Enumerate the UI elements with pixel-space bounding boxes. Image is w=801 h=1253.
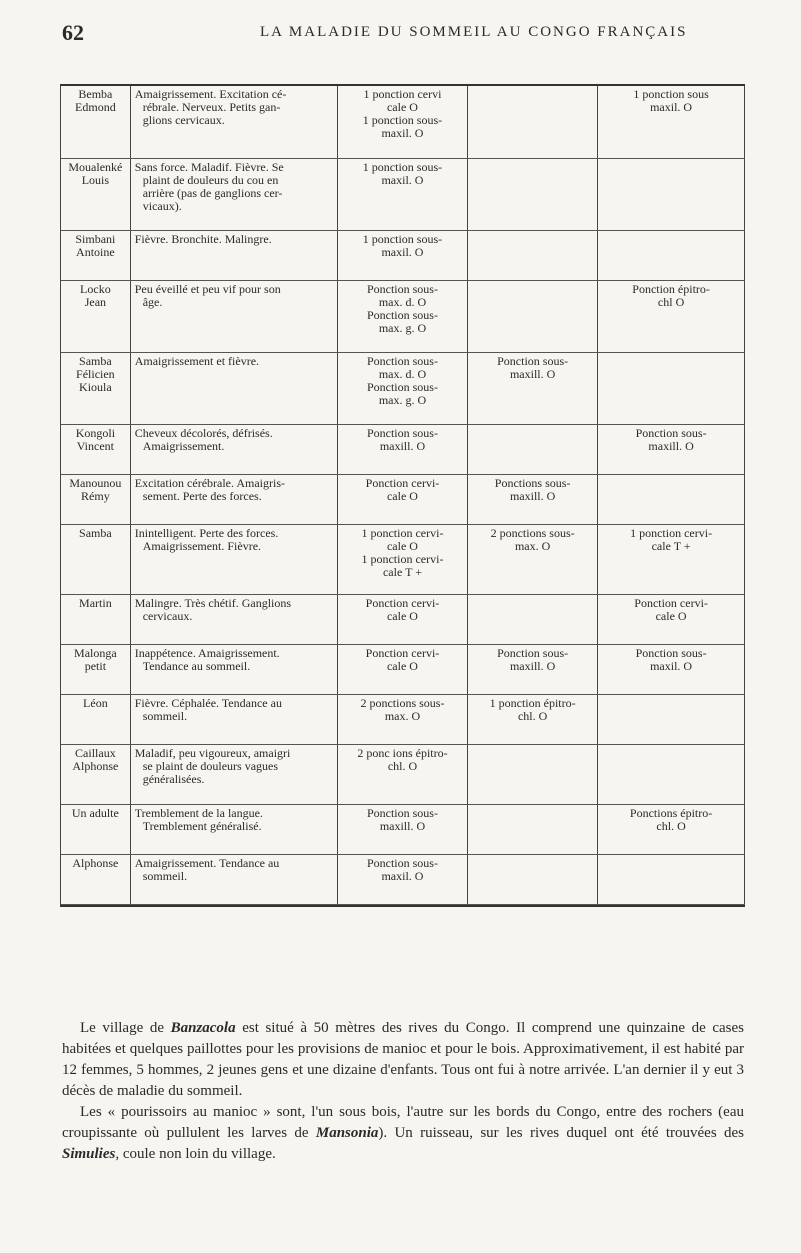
text-span: ). Un ruisseau, sur les rives duquel ont été trouvées des [378, 1125, 744, 1141]
cell-line: max. d. O [378, 366, 427, 381]
symptoms-cell [130, 230, 337, 280]
cell-line: Ponction sous- [366, 353, 438, 368]
village-name: Banzacola [170, 1020, 236, 1036]
symptoms-cell [130, 158, 337, 230]
cell-line: Cheveux décolorés, défrisés. [134, 425, 273, 440]
cell-line: Samba [79, 353, 112, 368]
cell-line: max. O [514, 538, 551, 553]
cell-line: Vincent [76, 438, 114, 453]
cell-line: 1 ponction sous- [362, 231, 443, 246]
exam-cell-2 [468, 352, 598, 424]
cell-line: Ponction sous- [497, 645, 569, 660]
exam-cell-2 [468, 158, 598, 230]
cell-line: Ponction sous- [635, 645, 707, 660]
page-number: 62 [62, 20, 84, 45]
exam-cell-1 [337, 744, 467, 804]
exam-cell-3 [598, 474, 745, 524]
cell-line: sommeil. [142, 868, 188, 883]
exam-cell-2 [468, 230, 598, 280]
cell-line: Maladif, peu vigoureux, amaigri [134, 745, 291, 760]
cell-line: sommeil. [142, 708, 188, 723]
cell-line: Sans force. Maladif. Fièvre. Se [134, 159, 284, 174]
cell-line: Malingre. Très chétif. Ganglions [134, 595, 292, 610]
cell-line: Manounou [69, 475, 122, 490]
cell-line: cale O [386, 538, 418, 553]
exam-cell-1 [337, 694, 467, 744]
table-row [61, 424, 745, 474]
cell-line: maxill. O [648, 438, 694, 453]
table-row [61, 280, 745, 352]
exam-cell-3 [598, 804, 745, 854]
cell-line: chl. O [656, 818, 686, 833]
text-span: , coule non loin du village. [115, 1146, 276, 1162]
patient-name-cell [61, 594, 130, 644]
exam-cell-3 [598, 280, 745, 352]
exam-cell-3 [598, 352, 745, 424]
table-body [61, 86, 745, 904]
running-title: LA MALADIE DU SOMMEIL AU CONGO FRANÇAIS [260, 24, 688, 40]
exam-cell-1 [337, 644, 467, 694]
cell-line: glions cervicaux. [142, 113, 225, 127]
cell-line: max. g. O [378, 392, 427, 407]
cell-line: maxil. O [381, 868, 424, 883]
cell-line: 1 ponction cervi- [361, 525, 444, 540]
cell-line: 1 ponction cervi- [630, 525, 713, 540]
genus-simulies: Simulies [62, 1146, 116, 1162]
symptoms-cell [130, 86, 337, 158]
table-row [61, 352, 745, 424]
cell-line: se plaint de douleurs vagues [142, 758, 279, 773]
text-span: Les « pourissoirs au manioc » sont, l'un sous bois, l'autre sur les bords du Congo, entre des rochers (eau croupissante où pullulent les larves de [62, 1104, 744, 1141]
patient-name-cell [61, 158, 130, 230]
cell-line: Louis [81, 172, 110, 187]
symptoms-cell [130, 694, 337, 744]
cell-line: 1 ponction sous- [362, 113, 443, 127]
cell-line: Ponction sous- [497, 353, 569, 368]
cell-line: Amaigrissement. Fièvre. [142, 538, 262, 553]
table-row [61, 804, 745, 854]
exam-cell-3 [598, 230, 745, 280]
cell-line: Kioula [79, 379, 112, 394]
text-span: Le village de [80, 1020, 171, 1036]
exam-cell-3 [598, 744, 745, 804]
cell-line: Tendance au sommeil. [142, 658, 251, 673]
cell-line: Samba [79, 525, 112, 540]
cell-line: Ponction cervi- [365, 595, 440, 610]
cell-line: cale O [386, 608, 418, 623]
cell-line: cale O [386, 658, 418, 673]
exam-cell-1 [337, 86, 467, 158]
cell-line: Bemba [78, 87, 113, 101]
body-text [62, 1018, 744, 1165]
cell-line: Peu éveillé et peu vif pour son [134, 281, 281, 296]
exam-cell-3 [598, 424, 745, 474]
cell-line: Alphonse [72, 855, 119, 870]
cell-line: Ponction cervi- [365, 645, 440, 660]
exam-cell-1 [337, 854, 467, 904]
exam-cell-1 [337, 474, 467, 524]
symptoms-cell [130, 854, 337, 904]
cell-line: cervicaux. [142, 608, 193, 623]
cell-line: max. O [384, 708, 421, 723]
patient-name-cell [61, 474, 130, 524]
exam-cell-2 [468, 424, 598, 474]
patient-name-cell [61, 424, 130, 474]
cell-line: 1 ponction sous [633, 87, 709, 101]
exam-cell-2 [468, 86, 598, 158]
exam-cell-1 [337, 424, 467, 474]
cell-line: Fièvre. Bronchite. Malingre. [134, 231, 272, 246]
paragraph-pourissoirs [62, 1102, 744, 1165]
cell-line: max. d. O [378, 294, 427, 309]
cell-line: max. g. O [378, 320, 427, 335]
cell-line: Rémy [81, 488, 110, 503]
exam-cell-2 [468, 644, 598, 694]
cell-line: maxill. O [509, 488, 556, 503]
symptoms-cell [130, 474, 337, 524]
cell-line: rébrale. Nerveux. Petits gan- [142, 100, 281, 114]
cell-line: maxill. O [379, 438, 426, 453]
cell-line: maxill. O [509, 366, 556, 381]
cell-line: 1 ponction cervi [363, 87, 442, 101]
symptoms-cell [130, 804, 337, 854]
page-header [0, 20, 801, 44]
exam-cell-1 [337, 594, 467, 644]
genus-mansonia: Mansonia [315, 1125, 379, 1141]
cell-line: Ponctions épitro- [629, 805, 713, 820]
cell-line: Antoine [76, 244, 115, 259]
cell-line: Excitation cérébrale. Amaigris- [134, 475, 286, 490]
cell-line: cale T + [651, 538, 691, 553]
cell-line: 2 ponctions sous- [360, 695, 445, 710]
cell-line: maxill. O [379, 818, 426, 833]
cell-line: vicaux). [142, 198, 182, 213]
patient-name-cell [61, 644, 130, 694]
table-row [61, 594, 745, 644]
cell-line: chl. O [387, 758, 418, 773]
cell-line: cale O [386, 488, 418, 503]
exam-cell-3 [598, 694, 745, 744]
cell-line: Alphonse [72, 758, 119, 773]
cell-line: 1 ponction sous- [362, 159, 443, 174]
table-row [61, 854, 745, 904]
cell-line: maxil. O [381, 126, 424, 140]
patient-table [60, 84, 745, 907]
cell-line: 2 ponctions sous- [490, 525, 575, 540]
cell-line: Fièvre. Céphalée. Tendance au [134, 695, 282, 710]
cell-line: petit [84, 658, 107, 673]
symptoms-cell [130, 424, 337, 474]
cell-line: Amaigrissement et fièvre. [134, 353, 260, 368]
cell-line: cale O [655, 608, 687, 623]
cell-line: Ponction sous- [366, 379, 438, 394]
exam-cell-2 [468, 854, 598, 904]
symptoms-cell [130, 352, 337, 424]
cell-line: cale T + [382, 564, 422, 579]
cell-line: Jean [84, 294, 107, 309]
cell-line: Edmond [75, 100, 116, 114]
cell-line: cale O [386, 100, 418, 114]
cell-line: maxil. O [650, 658, 693, 673]
patient-name-cell [61, 804, 130, 854]
cell-line: Tremblement de la langue. [134, 805, 263, 820]
exam-cell-3 [598, 86, 745, 158]
symptoms-cell [130, 524, 337, 594]
patient-name-cell [61, 524, 130, 594]
cell-line: Amaigrissement. [142, 438, 225, 453]
cell-line: arrière (pas de ganglions cer- [142, 185, 283, 200]
cell-line: maxill. O [509, 658, 556, 673]
cell-line: Ponction cervi- [634, 595, 708, 610]
table-row [61, 524, 745, 594]
cell-line: Amaigrissement. Excitation cé- [134, 87, 287, 101]
table-row [61, 230, 745, 280]
exam-cell-3 [598, 158, 745, 230]
cell-line: Un adulte [71, 805, 119, 820]
cell-line: Ponctions sous- [494, 475, 571, 490]
exam-cell-1 [337, 524, 467, 594]
patient-name-cell [61, 744, 130, 804]
cell-line: maxil. O [381, 172, 424, 187]
exam-cell-2 [468, 594, 598, 644]
table-row [61, 644, 745, 694]
cell-line: Félicien [76, 366, 115, 381]
cell-line: Ponction sous- [635, 425, 707, 440]
exam-cell-1 [337, 280, 467, 352]
patient-name-cell [61, 280, 130, 352]
cell-line: Amaigrissement. Tendance au [134, 855, 280, 870]
exam-cell-2 [468, 694, 598, 744]
exam-cell-3 [598, 524, 745, 594]
cell-line: Ponction épitro- [632, 281, 710, 296]
symptoms-cell [130, 280, 337, 352]
cell-line: maxil. O [381, 244, 424, 259]
cell-line: Ponction sous- [366, 307, 438, 322]
cell-line: généralisées. [142, 771, 205, 786]
cell-line: Ponction sous- [366, 425, 438, 440]
text-span: est situé à 50 mètres des rives du Congo. Il comprend une quinzaine de cases habitées et quelques paillottes pour les provisions de manioc et pour le bois. Approximativement, il est habité par 12 femmes, 5 hommes, 2 jeunes gens et une dizaine d'enfants. Tous ont fui à notre arrivée. L'an dernier il y eut 3 décès de maladie du sommeil. [62, 1020, 745, 1099]
table-row [61, 86, 745, 158]
patient-name-cell [61, 86, 130, 158]
table-row [61, 158, 745, 230]
cell-line: Moualenké [68, 159, 123, 174]
cell-line: Léon [83, 695, 108, 710]
cell-line: Ponction sous- [366, 855, 438, 870]
exam-cell-2 [468, 744, 598, 804]
patient-name-cell [61, 230, 130, 280]
cell-line: Tremblement généralisé. [142, 818, 262, 833]
cell-line: Inintelligent. Perte des forces. [134, 525, 279, 540]
exam-cell-1 [337, 158, 467, 230]
cell-line: âge. [142, 294, 163, 309]
cell-line: Simbani [75, 231, 116, 246]
patient-name-cell [61, 352, 130, 424]
exam-cell-1 [337, 230, 467, 280]
exam-cell-1 [337, 804, 467, 854]
patient-name-cell [61, 854, 130, 904]
cell-line: Martin [79, 595, 112, 610]
symptoms-cell [130, 594, 337, 644]
exam-cell-3 [598, 854, 745, 904]
table-row [61, 694, 745, 744]
cell-line: Ponction cervi- [365, 475, 440, 490]
cell-line: maxil. O [650, 100, 693, 114]
cell-line: chl. O [517, 708, 548, 723]
cell-line: Caillaux [75, 745, 116, 760]
exam-cell-3 [598, 644, 745, 694]
cell-line: sement. Perte des forces. [142, 488, 262, 503]
cell-line: plaint de douleurs du cou en [142, 172, 279, 187]
symptoms-cell [130, 644, 337, 694]
exam-cell-2 [468, 280, 598, 352]
cell-line: 1 ponction épitro- [489, 695, 576, 710]
exam-cell-3 [598, 594, 745, 644]
exam-cell-1 [337, 352, 467, 424]
cell-line: Kongoli [75, 425, 116, 440]
table-row [61, 744, 745, 804]
symptoms-cell [130, 744, 337, 804]
cell-line: Malonga [74, 645, 117, 660]
table-row [61, 474, 745, 524]
paragraph-village [62, 1018, 744, 1102]
cell-line: Ponction sous- [366, 281, 438, 296]
cell-line: Locko [80, 281, 111, 296]
cell-line: 2 ponc ions épitro- [357, 745, 448, 760]
exam-cell-2 [468, 804, 598, 854]
exam-cell-2 [468, 474, 598, 524]
patient-name-cell [61, 694, 130, 744]
exam-cell-2 [468, 524, 598, 594]
cell-line: Inappétence. Amaigrissement. [134, 645, 280, 660]
cell-line: 1 ponction cervi- [361, 551, 444, 566]
cell-line: Ponction sous- [366, 805, 438, 820]
cell-line: chl O [657, 294, 685, 309]
